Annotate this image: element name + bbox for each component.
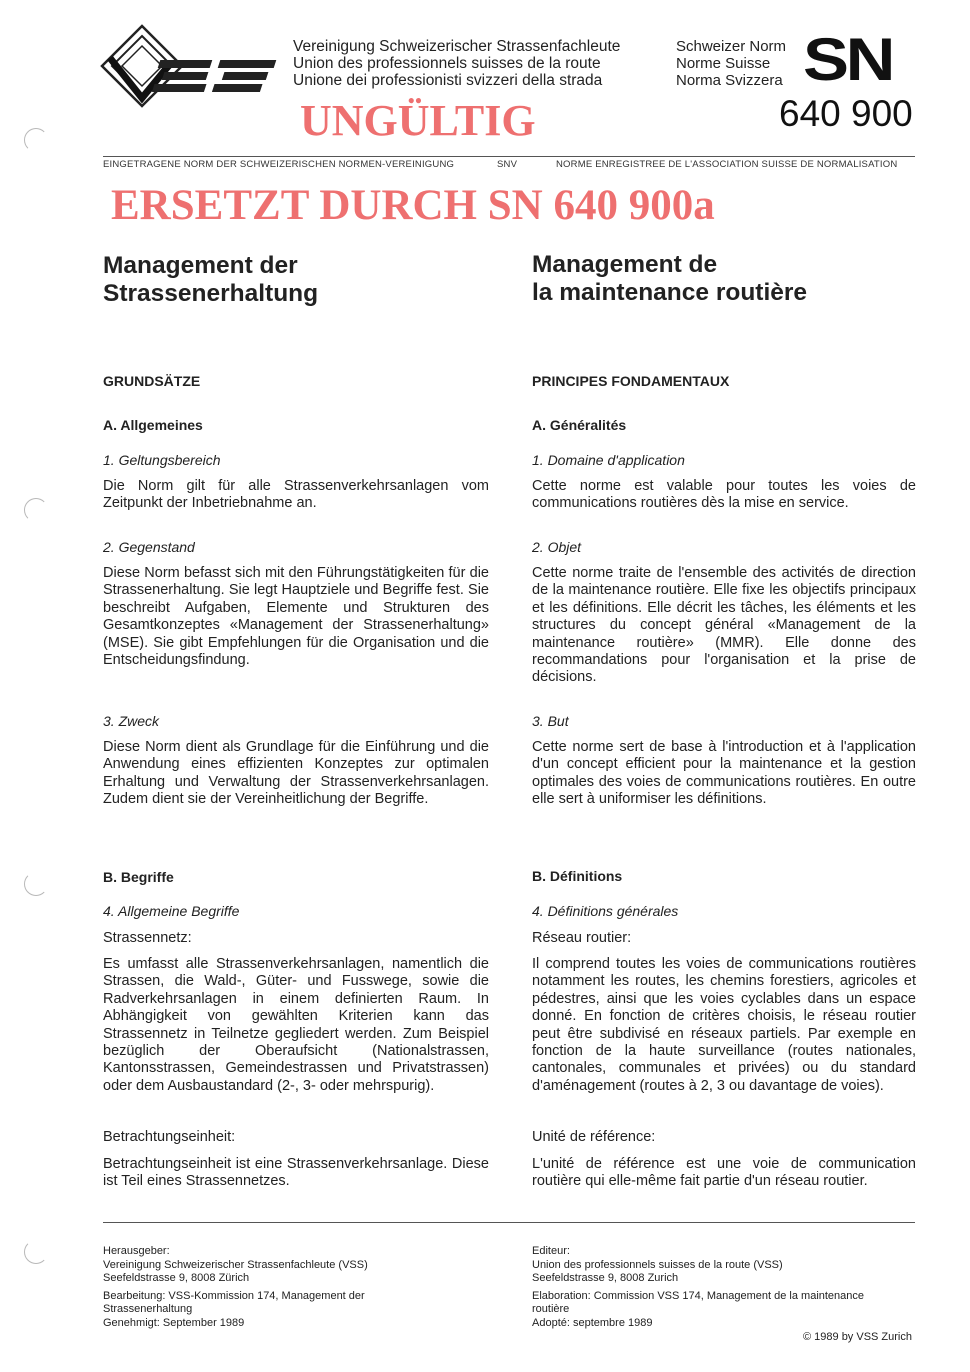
org-name-fr: Union des professionnels suisses de la route — [293, 55, 601, 72]
paragraph-fr-1: Cette norme est valable pour toutes les voies de communications routières dès la mise en service. — [532, 478, 916, 512]
title-fr — [532, 251, 807, 307]
norm-number: 640 900 — [779, 93, 913, 134]
title-fr-line2: la maintenance routière — [532, 279, 808, 306]
registration-snv: SNV — [497, 159, 518, 170]
title-fr-line1: Management de — [532, 251, 718, 278]
paragraph-fr-4: Il comprend toutes les voies de communications routières notamment les routes, les chemins forestiers, agricoles et pédestres, ainsi que les voies cyclables dans un espace donné. En fonction de critères choisis, le réseau routier peut être subdivisé en réseaux partiels. Par exemple en fonction de la haute surveillance (routes nationales, cantonales, communales et privées) ou du standard d'aménagement (routes à 2, 3 ou davantage de voies). — [532, 956, 916, 1094]
replaced-stamp: ERSETZT DURCH SN 640 900a — [111, 182, 715, 229]
norm-label-fr: Norme Suisse — [676, 55, 771, 72]
title-de — [103, 252, 318, 308]
footer-de-line: Herausgeber: — [103, 1245, 170, 1257]
paragraph-de-1: Die Norm gilt für alle Strassenverkehrsanlagen vom Zeitpunkt der Inbetriebnahme an. — [103, 478, 489, 512]
term-de-2: Betrachtungseinheit: — [103, 1129, 236, 1145]
footer-fr-line: routière — [532, 1303, 570, 1316]
paragraph-de-4: Es umfasst alle Strassenverkehrsanlagen, namentlich die Strassen, die Wald-, Güter- und Fusswege, sowie die Radverkehrsanlagen in einem definierten Raum. In Abhängigkeit von gewählten Kriterien kann das Strassennetz in Teilnetze gegliedert werden. Zum Beispiel bezüglich der Oberaufsicht (Nationalstrassen, Kantonsstrassen, Gemeindestrassen und Privatstrassen) oder dem Ausbaustandard (2-, 3- oder mehrspurig). — [103, 956, 489, 1094]
paragraph-de-3: Diese Norm dient als Grundlage für die Einführung und die Anwendung eines effizienten Konzeptes zur optimalen Erhaltung und Verwaltung der Strassenverkehrsanlagen. Zudem dient sie der Vereinheitlichung der Begriffe. — [103, 739, 489, 808]
copyright: © 1989 by VSS Zurich — [803, 1331, 912, 1343]
subheading-de-4: 4. Allgemeine Begriffe — [103, 903, 240, 919]
subheading-fr-1: 1. Domaine d'application — [532, 452, 685, 468]
footer-de-line: Vereinigung Schweizerischer Strassenfachleute (VSS) — [103, 1258, 368, 1271]
norm-label-it: Norma Svizzera — [676, 72, 783, 89]
section-b-heading-de: B. Begriffe — [103, 869, 174, 885]
footer-fr-line: Union des professionnels suisses de la route (VSS) — [532, 1258, 783, 1271]
subheading-fr-2: 2. Objet — [532, 539, 582, 555]
paragraph-de-2: Diese Norm befasst sich mit den Führungstätigkeiten für die Strassenerhaltung. Sie legt Hauptziele und Begriffe fest. Sie beschreibt Aufgaben, Elemente und Strukturen des Gesamtkonzeptes «Management der Strassenerhaltung» (MSE). Sie gibt Empfehlungen für die Organisation und die Entscheidungsfindung. — [103, 565, 489, 669]
section-b-heading-fr: B. Définitions — [532, 868, 623, 884]
subheading-de-3: 3. Zweck — [103, 713, 160, 729]
org-name-de: Vereinigung Schweizerischer Strassenfachleute — [293, 38, 621, 55]
punch-hole — [24, 498, 48, 522]
subheading-fr-3: 3. But — [532, 713, 569, 729]
vss-logo-icon — [100, 24, 284, 108]
header-rule — [103, 156, 915, 157]
punch-hole — [24, 1240, 48, 1264]
term-fr-1: Réseau routier: — [532, 930, 632, 946]
paragraph-fr-2: Cette norme traite de l'ensemble des activités de direction de la maintenance routière. Elle fixe les objectifs principaux et les définitions. Elle décrit les tâches, les éléments et les structures du concept général «Management de la maintenance routière» (MMR). Elle donne des recommandations pour l'organisation et la prise de décisions. — [532, 565, 916, 686]
footer-de-line: Bearbeitung: VSS-Kommission 174, Management der — [103, 1289, 365, 1302]
title-de-line1: Management der — [103, 252, 298, 279]
paragraph-de-5: Betrachtungseinheit ist eine Strassenverkehrsanlage. Diese ist Teil eines Strassennetzes. — [103, 1156, 489, 1190]
sn-logo: SN — [803, 26, 892, 93]
footer-fr-line: Editeur: — [532, 1245, 570, 1257]
term-de-1: Strassennetz: — [103, 930, 192, 946]
section-a-heading-de: A. Allgemeines — [103, 417, 203, 433]
paragraph-fr-5: L'unité de référence est une voie de communication routière qui elle-même fait partie d'un réseau routier. — [532, 1156, 916, 1190]
footer-fr-line: Elaboration: Commission VSS 174, Management de la maintenance — [532, 1289, 865, 1302]
title-de-line2: Strassenerhaltung — [103, 280, 319, 307]
punch-hole — [24, 872, 48, 896]
registration-fr: NORME ENREGISTREE DE L'ASSOCIATION SUISSE DE NORMALISATION — [556, 159, 898, 170]
punch-hole — [24, 128, 48, 152]
subheading-de-2: 2. Gegenstand — [103, 539, 195, 555]
subheading-fr-4: 4. Définitions générales — [532, 903, 679, 919]
subheading-de-1: 1. Geltungsbereich — [103, 452, 221, 468]
norm-label-de: Schweizer Norm — [676, 38, 787, 55]
paragraph-fr-3: Cette norme sert de base à l'introduction et à l'application d'un concept efficient pour la maintenance et la gestion optimales des voies de communications routières. En outre elle sert à uniformiser les définitions. — [532, 739, 916, 808]
footer-de-line: Strassenerhaltung — [103, 1303, 193, 1316]
invalid-stamp: UNGÜLTIG — [300, 96, 536, 145]
section-a-heading-fr: A. Généralités — [532, 417, 627, 433]
footer-fr-line: Adopté: septembre 1989 — [532, 1316, 653, 1329]
org-name-it: Unione dei professionisti svizzeri della strada — [293, 72, 603, 89]
footer-fr-line: Seefeldstrasse 9, 8008 Zurich — [532, 1272, 679, 1285]
footer-rule — [103, 1222, 915, 1223]
footer-publisher-fr — [532, 1245, 922, 1331]
principles-heading-fr: PRINCIPES FONDAMENTAUX — [532, 373, 730, 389]
footer-de-line: Genehmigt: September 1989 — [103, 1316, 245, 1329]
registration-de: EINGETRAGENE NORM DER SCHWEIZERISCHEN NORMEN-VEREINIGUNG — [103, 159, 455, 170]
term-fr-2: Unité de référence: — [532, 1129, 656, 1145]
footer-publisher-de — [103, 1245, 503, 1331]
principles-heading-de: GRUNDSÄTZE — [103, 373, 201, 389]
footer-de-line: Seefeldstrasse 9, 8008 Zürich — [103, 1272, 250, 1285]
